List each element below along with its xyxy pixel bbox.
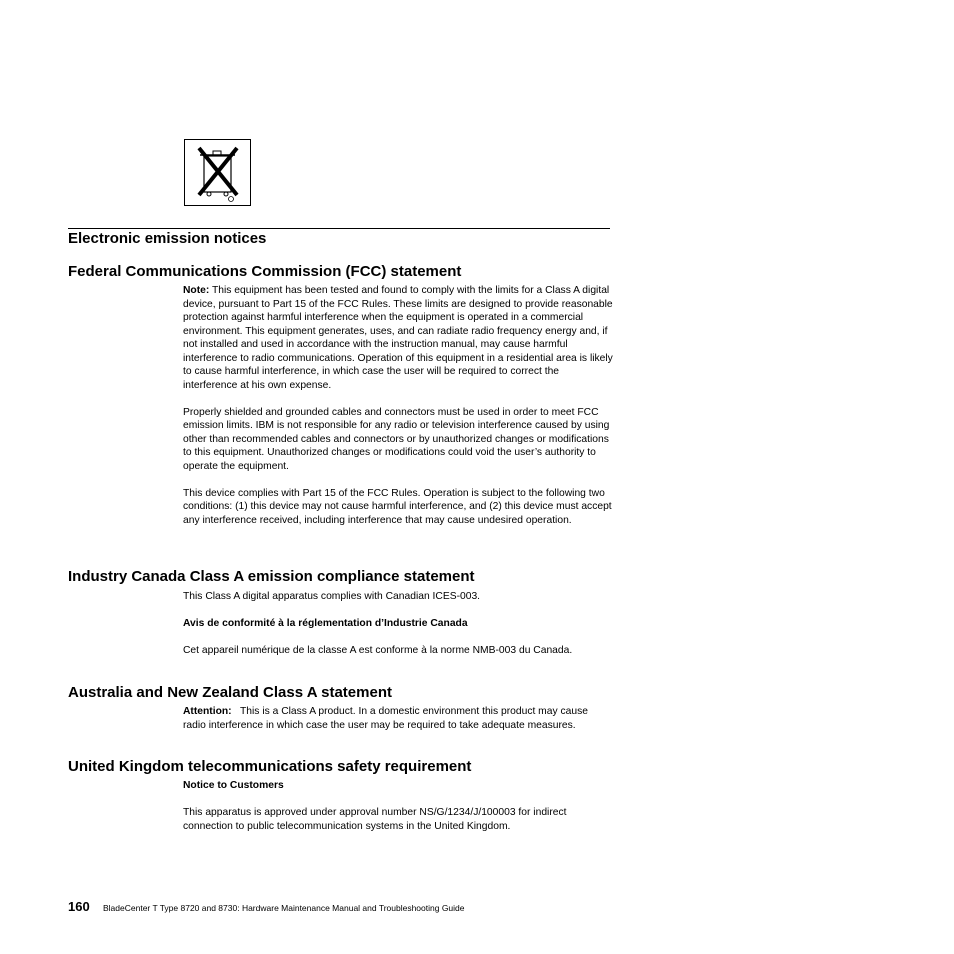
- section-divider: [68, 228, 610, 229]
- fcc-section: [183, 284, 613, 527]
- note-text: This equipment has been tested and found to comply with the limits for a Class A digital device, pursuant to Part 15 of the FCC Rules. These limits are designed to provide reasonable protection against harmful interference when the equipment is operated in a commercial environment. This equipment generates, uses, and can radiate radio frequency energy and, if not installed and used in accordance with the instruction manual, may cause harmful interference to radio communications. Operation of this equipment in a residential area is likely to cause harmful interference, in which case the user will be required to correct the interference at his own expense.: [183, 285, 613, 391]
- fcc-paragraph-3: This device complies with Part 15 of the FCC Rules. Operation is subject to the following two conditions: (1) this device may not cause harmful interference, and (2) this device must accept any interference received, including interference that may cause undesired operation.: [183, 487, 612, 526]
- canada-avis-heading: Avis de conformité à la réglementation d’Industrie Canada: [183, 618, 468, 629]
- uk-paragraph: This apparatus is approved under approval number NS/G/1234/J/100003 for indirect connection to public telecommunication systems in the United Kingdom.: [183, 807, 567, 832]
- crossed-out-bin-icon: [184, 139, 251, 206]
- australia-paragraph: [183, 705, 613, 732]
- page-number: 160: [68, 899, 90, 914]
- footer-title: BladeCenter T Type 8720 and 8730: Hardware Maintenance Manual and Troubleshooting Guide: [103, 903, 465, 913]
- heading-electronic-emission: Electronic emission notices: [68, 230, 267, 247]
- fcc-paragraph-2: Properly shielded and grounded cables and connectors must be used in order to meet FCC emission limits. IBM is not responsible for any radio or television interference caused by using other than recommended cables and connectors or by unauthorized changes or modifications to this equipment. Unauthorized changes or modifications could void the user’s authority to operate the equipment.: [183, 406, 610, 472]
- note-label: Note:: [183, 285, 210, 296]
- attention-text: This is a Class A product. In a domestic environment this product may cause radio interference in which case the user may be required to take adequate measures.: [183, 706, 591, 731]
- canada-section: [183, 590, 613, 658]
- heading-industry-canada: Industry Canada Class A emission compliance statement: [68, 568, 475, 585]
- attention-label: Attention:: [183, 706, 232, 717]
- uk-section: [183, 779, 613, 833]
- canada-paragraph-1: This Class A digital apparatus complies with Canadian ICES-003.: [183, 591, 481, 602]
- canada-paragraph-2: Cet appareil numérique de la classe A est conforme à la norme NMB-003 du Canada.: [183, 645, 573, 656]
- heading-uk: United Kingdom telecommunications safety requirement: [68, 758, 472, 775]
- heading-fcc: Federal Communications Commission (FCC) statement: [68, 263, 462, 280]
- uk-notice-heading: Notice to Customers: [183, 780, 284, 791]
- heading-australia: Australia and New Zealand Class A statement: [68, 684, 392, 701]
- australia-section: [183, 705, 613, 732]
- fcc-note-paragraph: [183, 284, 613, 392]
